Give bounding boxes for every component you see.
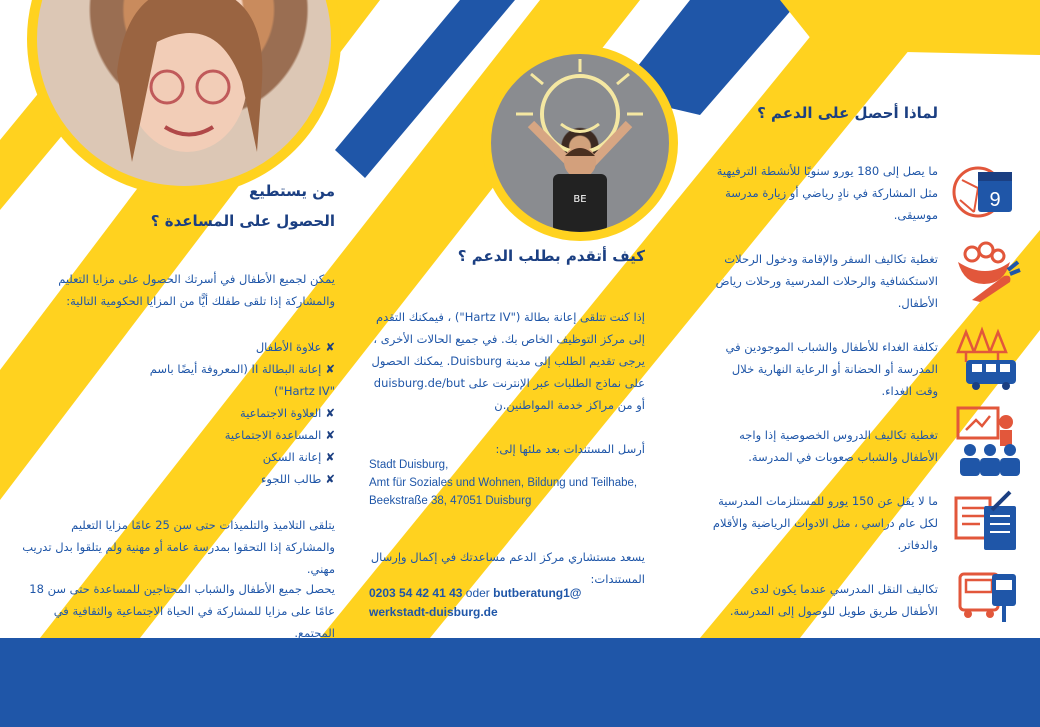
svg-text:BE: BE bbox=[573, 194, 587, 205]
benefit-text-tutoring: تغطية تكاليف الدروس الخصوصية إذا واجه الأطفال والشباب صعوبات في المدرسة. bbox=[739, 428, 938, 464]
oder-text: oder bbox=[465, 586, 490, 600]
benefit-text-activities: ما يصل إلى 180 يورو سنويًا للأنشطة الترفيهية مثل المشاركة في نادٍ رياضي أو زيارة مدرسة موسيقى. bbox=[716, 164, 938, 222]
contact-info bbox=[369, 584, 654, 622]
girl-photo bbox=[27, 0, 341, 196]
mailing-address: Stadt Duisburg, Amt für Soziales und Wohnen, Bildung und Teilhabe, Beekstraße 38, 47051 Duisburg bbox=[369, 459, 638, 507]
benefit-text-supplies: ما لا يقل عن 150 يورو للمستلزمات المدرسية لكل عام دراسي ، مثل الادوات الرياضية والأقلام والدفاتر. bbox=[712, 494, 938, 552]
right-title: لماذا أحصل على الدعم ؟ bbox=[757, 104, 938, 122]
x-bullet-icon: ✘ bbox=[325, 362, 335, 376]
food-bowl-icon bbox=[952, 240, 1022, 306]
list-item: ✘العلاوة الاجتماعية bbox=[240, 406, 335, 420]
list-item: ✘طالب اللجوء bbox=[260, 472, 335, 486]
school-supplies-icon bbox=[952, 488, 1022, 554]
middle-apply-text: إذا كنت تتلقى إعانة بطالة ("Hartz IV") ، فيمكنك التقدم إلى مركز التوظيف الخاص بك. في جميع الحالات الأخرى ، يرجى تقديم الطلب إلى مدينة Duisburg. يمكنك الحصول على نماذج الطلبات عبر الإنترنت على duisburg.de/but أو من مراكز خدمة المواطنين.ن bbox=[371, 310, 645, 412]
boy-chalk-sun-photo bbox=[482, 45, 678, 241]
benefit-text-trips: تغطية تكاليف السفر والإقامة ودخول الرحلات الاستكشافية والرحلات المدرسية ورحلات رياض الأطفال. bbox=[715, 252, 938, 310]
email-line1[interactable]: butberatung1@ bbox=[493, 586, 582, 600]
tutoring-class-icon bbox=[952, 404, 1024, 478]
middle-title: كيف أتقدم بطلب الدعم ؟ bbox=[457, 247, 645, 265]
left-para-students: يتلقى التلاميذ والتلميذات حتى سن 25 عامًا مزايا التعليم والمشاركة إذا التحقوا بمدرسة عامة أو مهنية ولم يتلقوا بدل تدريب مهني. bbox=[22, 518, 335, 576]
list-item: ✘المساعدة الاجتماعية bbox=[224, 428, 335, 442]
list-item: ✘إعانة البطالة II (المعروفة أيضًا باسم "Hartz IV") bbox=[149, 362, 335, 398]
calendar-number: 9 bbox=[989, 189, 1001, 211]
ball-calendar-icon bbox=[952, 162, 1022, 226]
benefit-text-transport: تكاليف النقل المدرسي عندما يكون لدى الأطفال طريق طويل للوصول إلى المدرسة. bbox=[729, 582, 938, 618]
footer-bar bbox=[0, 638, 1040, 727]
x-bullet-icon: ✘ bbox=[325, 406, 335, 420]
left-title-line1: من يستطيع bbox=[248, 182, 335, 200]
benefits-list bbox=[130, 336, 335, 490]
left-para-youth: يحصل جميع الأطفال والشباب المحتاجين للمساعدة حتى سن 18 عامًا على مزايا للمشاركة في الحياة الاجتماعية والثقافية في المجتمع. bbox=[29, 582, 335, 640]
left-title-line2: الحصول على المساعدة ؟ bbox=[150, 212, 335, 230]
email-line2[interactable]: werkstadt-duisburg.de bbox=[369, 605, 498, 619]
school-transport-icon bbox=[956, 568, 1022, 624]
list-item: ✘علاوة الأطفال bbox=[255, 340, 335, 354]
middle-help-text: يسعد مستشاري مركز الدعم مساعدتك في إكمال وإرسال المستندات: bbox=[370, 550, 645, 586]
left-intro: يمكن لجميع الأطفال في أسرتك الحصول على مزايا التعليم والمشاركة إذا تلقى طفلك أيًّا من المزايا الحكومية التالية: bbox=[58, 272, 335, 308]
x-bullet-icon: ✘ bbox=[325, 472, 335, 486]
x-bullet-icon: ✘ bbox=[325, 450, 335, 464]
left-title bbox=[140, 176, 335, 236]
middle-send-label: أرسل المستندات بعد ملئها إلى: bbox=[495, 442, 645, 456]
phone-number[interactable]: 0203 54 42 41 43 bbox=[369, 586, 463, 600]
benefit-text-lunch: تكلفة الغداء للأطفال والشباب الموجودين في المدرسة أو الحضانة أو الرعاية النهارية خلال وقت الغداء. bbox=[725, 340, 938, 398]
x-bullet-icon: ✘ bbox=[325, 340, 335, 354]
x-bullet-icon: ✘ bbox=[325, 428, 335, 442]
list-item: ✘إعانة السكن bbox=[262, 450, 335, 464]
trip-bus-icon bbox=[952, 322, 1022, 390]
